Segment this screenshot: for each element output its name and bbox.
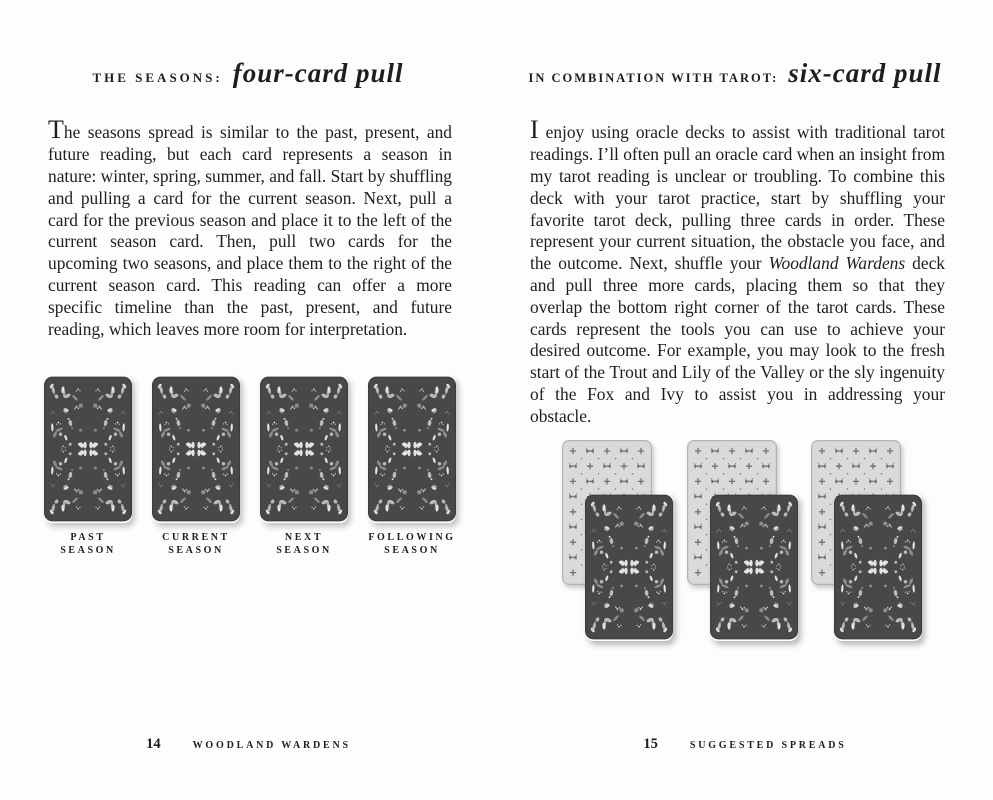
right-header-title: six-card pull	[788, 58, 942, 88]
right-body-text-1: enjoy using oracle decks to assist with traditional tarot readings. I’ll often pull an oracle card when an insight from my tarot reading is unclear or troubling. To combine this deck with your tarot practice, start by shuffling your favorite tarot deck, pulling three cards in order. These represent your current situation, the obstacle you face, and the outcome. Next, shuffle your	[530, 122, 945, 274]
card-label-line2: SEASON	[276, 545, 332, 556]
card-label-line2: SEASON	[168, 545, 224, 556]
card-label	[276, 531, 332, 557]
card-column-following	[368, 375, 456, 557]
footer-section-title: SUGGESTED SPREADS	[689, 740, 847, 751]
oracle-card-frame	[368, 375, 456, 523]
deck-name-emphasis: Woodland Wardens	[768, 253, 906, 274]
oracle-card-frame	[260, 375, 348, 523]
footer-section-title: WOODLAND WARDENS	[192, 740, 351, 751]
oracle-card-back-icon	[834, 493, 922, 641]
tarot-oracle-pair	[811, 440, 926, 640]
card-label-line1: NEXT	[284, 532, 324, 543]
oracle-card-back-icon	[710, 493, 798, 641]
left-drop-initial: T	[48, 115, 64, 145]
card-label	[60, 531, 116, 557]
tarot-oracle-pair	[562, 440, 677, 640]
left-header-title: four-card pull	[232, 58, 404, 88]
oracle-card-back-icon	[260, 375, 348, 523]
card-label-line2: SEASON	[60, 545, 116, 556]
right-body-paragraph	[530, 115, 945, 427]
right-body-text-2: deck and pull three more cards, placing them so that they overlap the bottom right corner of the tarot cards. These cards represent the tools you can use to achieve your desired outcome. For example, you may look to the fresh start of the Trout and Lily of the Valley or the sly ingenuity of the Fox and Ivy to assist you in addressing your obstacle.	[530, 253, 945, 426]
right-drop-initial: I	[530, 115, 539, 145]
tarot-oracle-pair	[687, 440, 802, 640]
right-header-kicker: IN COMBINATION WITH TAROT:	[528, 71, 779, 85]
card-label-line1: PAST	[70, 532, 106, 543]
right-page-header	[525, 58, 945, 89]
card-column-past	[44, 375, 132, 557]
right-page-footer	[497, 736, 993, 753]
page-number: 15	[643, 736, 658, 752]
left-page-footer	[0, 736, 497, 753]
card-label-line1: FOLLOWING	[368, 532, 456, 543]
left-body-text: he seasons spread is similar to the past, present, and future reading, but each card represents a season in nature: winter, spring, summer, and fall. Start by shuffling and pulling a card for the current season. Next, pull a card for the previous season and place it to the left of the current season card. Then, pull two cards for the upcoming two seasons, and place them to the right of the current season card. This reading can offer a more specific timeline than the past, present, and future reading, which leaves more room for interpretation.	[48, 122, 452, 339]
four-card-spread	[44, 375, 456, 557]
oracle-card-frame	[585, 493, 673, 641]
page-number: 14	[146, 736, 161, 752]
oracle-card-frame	[710, 493, 798, 641]
card-label-line2: SEASON	[384, 545, 440, 556]
right-page	[497, 0, 993, 800]
left-body-paragraph	[48, 115, 452, 340]
oracle-card-back-icon	[44, 375, 132, 523]
oracle-card-back-icon	[585, 493, 673, 641]
oracle-card-frame	[152, 375, 240, 523]
left-page-header	[40, 58, 456, 89]
left-header-kicker: THE SEASONS:	[92, 70, 223, 85]
oracle-card-back-icon	[368, 375, 456, 523]
oracle-card-frame	[834, 493, 922, 641]
oracle-card-back-icon	[152, 375, 240, 523]
card-label	[368, 531, 455, 557]
oracle-card-frame	[44, 375, 132, 523]
card-column-current	[152, 375, 240, 557]
card-label	[162, 531, 230, 557]
card-column-next	[260, 375, 348, 557]
card-label-line1: CURRENT	[162, 532, 230, 543]
